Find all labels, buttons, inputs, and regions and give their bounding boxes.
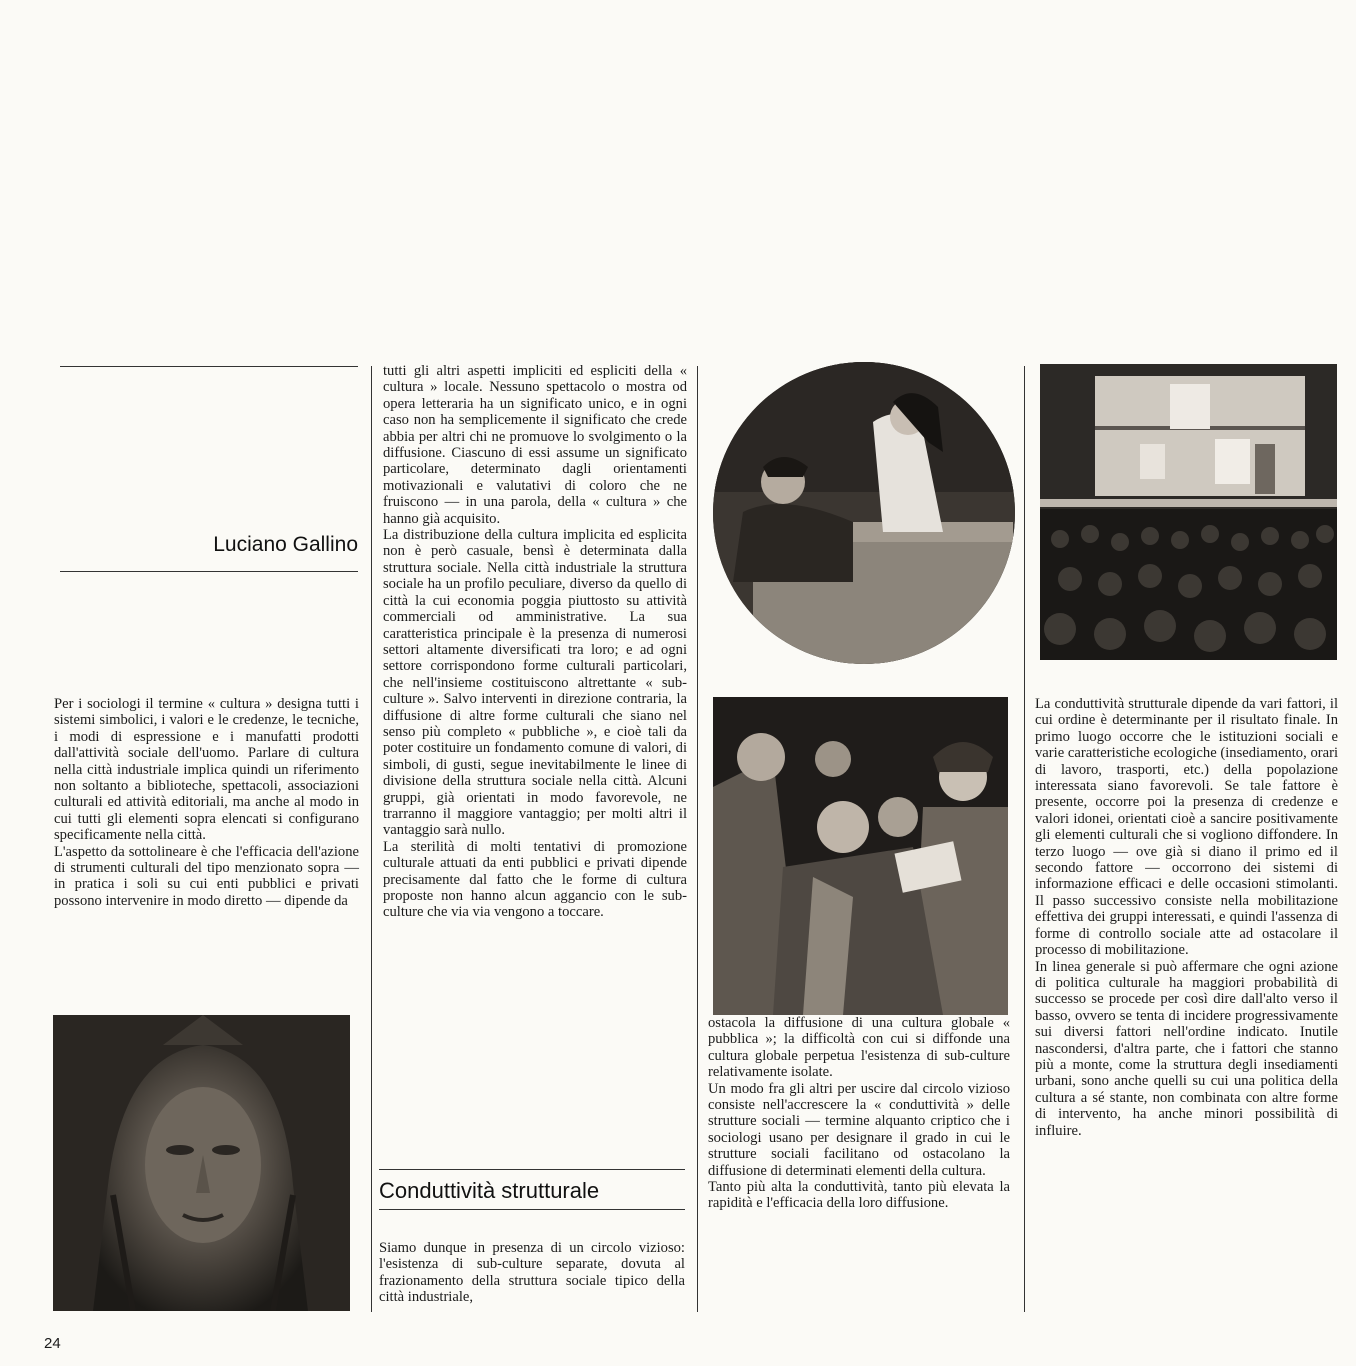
paragraph: Un modo fra gli altri per uscire dal circolo vizioso consiste nell'accrescere la « conduttività » delle strutture sociali — termine alquanto criptico che i sociologi usano per designare il grado in cui le strutture sociali facilitano od ostacolano la diffusione di determinati elementi della cultura. <box>708 1080 1010 1179</box>
article-column-2-continued <box>379 1240 685 1306</box>
paragraph: La distribuzione della cultura implicita ed esplicita non è però casuale, bensì è determinata dalla struttura sociale. Nella città industriale la struttura sociale ha un profilo peculiare, diverso da quello di città la cui economia poggia piuttosto su attività commerciali od amministrative. La sua caratteristica principale è la presenza di numerosi settori altamente diversificati tra loro; e ad ogni settore corrispondono forme culturali particolari, che nell'insieme costituiscono altrettante « sub-culture ». Salvo interventi in direzione contraria, la diffusione di altre forme culturali che siano nel senso più completo « pubbliche », e cioè tali da poter costituire un fondamento comune di valori, di simboli, di gusti, segue inevitabilmente le linee di divisione della struttura sociale nella città. Alcuni gruppi, già orientati in modo favorevole, ne trarranno il maggiore vantaggio; per molti altri il vantaggio sarà nullo. <box>383 527 687 839</box>
circular-stage-photo <box>713 362 1015 664</box>
paragraph: La conduttività strutturale dipende da vari fattori, il cui ordine è determinante per il risultato finale. In primo luogo occorre che le istituzioni sociali e varie caratteristiche ecologiche (insediamento, orari di lavoro, trasporti, etc.) della popolazione interessata siano favorevoli. Se tale fattore è presente, occorre poi la presenza di credenze e valori idonei, orientati cioè a sancire positivamente gli elementi culturali che si vogliono diffondere. In terzo luogo — ove già si diano il primo ed il secondo fattore — occorrono dei sistemi di informazione efficaci e delle occasioni stimolanti. Il passo successivo consiste nella mobilitazione effettiva dei gruppi interessati, e quindi l'assenza di forme di controllo sociale atte ad ostacolare il processo di mobilitazione. <box>1035 696 1338 959</box>
column-divider-3 <box>1024 366 1025 1312</box>
sculpture-photo <box>53 1015 350 1311</box>
paragraph: tutti gli altri aspetti impliciti ed espliciti della « cultura » locale. Nessuno spettacolo o mostra od opera letteraria ha un significato unico, e in ogni caso non ha semplicemente il significato che crede abbia per altri chi ne promuove lo svolgimento o la diffusione. Ciascuno di essi assume un significato particolare, determinato dagli orientamenti motivazionali e valutativi di coloro che ne fruiscono — in una parola, della « cultura » che hanno già acquisito. <box>383 363 687 527</box>
paragraph: Per i sociologi il termine « cultura » designa tutti i sistemi simbolici, i valori e le credenze, le tecniche, i modi di espressione e i manufatti prodotti dall'attività sociale dell'uomo. Parlare di cultura nella città industriale implica quindi un riferimento non soltanto a biblioteche, spettacoli, associazioni culturali ed attività editoriali, ma anche al modo in cui tutti gli elementi sopra elencati si configurano specificamente nella città. <box>54 696 359 844</box>
pharaoh-head-image <box>53 1015 350 1311</box>
heading-rule-top <box>379 1169 685 1170</box>
article-column-4 <box>1035 696 1338 1139</box>
theatre-audience-photo <box>1040 364 1337 660</box>
paragraph: ostacola la diffusione di una cultura globale « pubblica »; la difficoltà con cui si diffonde una cultura globale perpetua l'esistenza di sub-culture relativamente isolate. <box>708 1015 1010 1081</box>
stage-and-audience-image <box>1040 364 1337 660</box>
actors-group-photo <box>713 697 1008 1015</box>
article-column-3 <box>708 1015 1010 1212</box>
page-number: 24 <box>44 1335 61 1352</box>
author-name: Luciano Gallino <box>213 533 358 556</box>
paragraph: Tanto più alta la conduttività, tanto più elevata la rapidità e l'efficacia della loro diffusione. <box>708 1179 1010 1212</box>
actors-scene-image <box>713 697 1008 1015</box>
paragraph: In linea generale si può affermare che ogni azione di politica culturale ha maggiori probabilità di successo se procede per così dire dall'alto verso il basso, ovvero se tenta di incidere progressivamente sui diversi fattori nell'ordine indicato. Inutile nascondersi, d'altra parte, che i fattori che stanno più a monte, come la struttura degli insediamenti urbani, sono anche quelli su cui una politica della cultura a sé stante, non combinata con altre forme di intervento, ha anche minori possibilità di influire. <box>1035 958 1338 1139</box>
top-rule-left <box>60 366 358 367</box>
article-column-2 <box>383 363 687 921</box>
paragraph: L'aspetto da sottolineare è che l'efficacia dell'azione di strumenti culturali del tipo menzionato sopra — in pratica i soli su cui enti pubblici e privati possono intervenire in modo diretto — dipende da <box>54 843 359 909</box>
heading-rule-bottom <box>379 1209 685 1210</box>
column-divider-2 <box>697 366 698 1312</box>
article-column-1 <box>54 696 359 909</box>
paragraph: Siamo dunque in presenza di un circolo vizioso: l'esistenza di sub-culture separate, dovuta al frazionamento della struttura sociale tipico della città industriale, <box>379 1240 685 1306</box>
column-divider-1 <box>371 366 372 1312</box>
paragraph: La sterilità di molti tentativi di promozione culturale attuati da enti pubblici e privati dipende precisamente dal fatto che le forme di cultura proposte non hanno alcun aggancio con le sub-culture che via via vengono a toccare. <box>383 838 687 921</box>
balcony-scene-image <box>713 362 1015 664</box>
section-heading: Conduttività strutturale <box>379 1178 600 1203</box>
author-rule <box>60 571 358 572</box>
